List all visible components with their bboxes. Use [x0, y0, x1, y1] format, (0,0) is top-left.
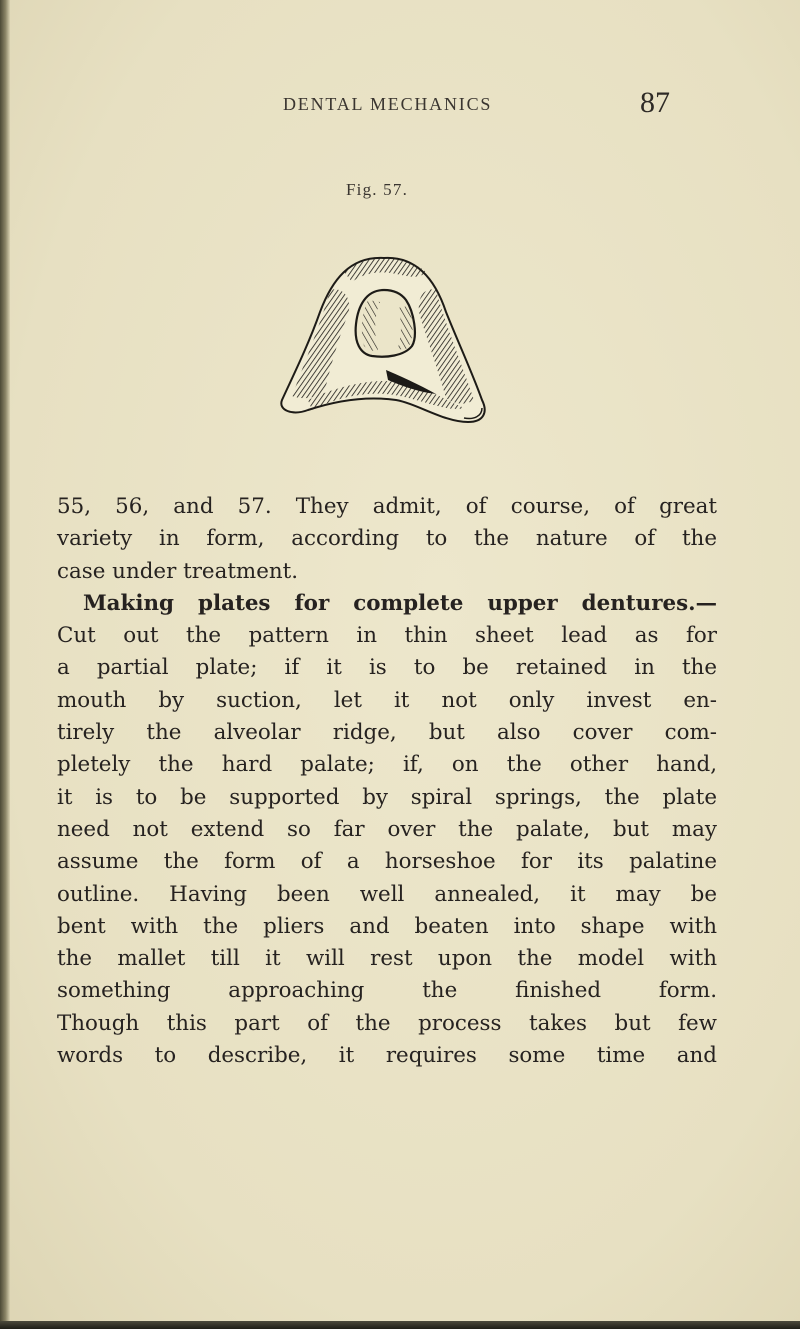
text-line: words to describe, it requires some time and	[57, 1043, 717, 1069]
page-bottom-edge	[0, 1321, 800, 1329]
text-line: mouth by suction, let it not only invest en-	[57, 687, 717, 713]
text-line: case under treatment.	[57, 558, 299, 584]
body-text	[57, 491, 717, 1072]
text-line: it is to be supported by spiral springs, the plate	[57, 784, 717, 810]
text-line: something approaching the finished form.	[57, 978, 717, 1004]
upper-plate-engraving	[268, 250, 500, 432]
page-number: 87	[640, 86, 670, 119]
text-line: a partial plate; if it is to be retained in the	[57, 655, 717, 681]
text-line: Though this part of the process takes but few	[57, 1010, 717, 1036]
text-line: tirely the alveolar ridge, but also cover com-	[57, 720, 717, 746]
text-line: need not extend so far over the palate, but may	[57, 816, 717, 842]
section-heading: Making plates for complete upper dentures.—	[83, 590, 717, 616]
text-line: variety in form, according to the nature of the	[57, 526, 717, 552]
text-line: Cut out the pattern in thin sheet lead as for	[57, 623, 717, 649]
text-line: bent with the pliers and beaten into shape with	[57, 913, 717, 939]
running-head-title: DENTAL MECHANICS	[283, 94, 493, 114]
dental-plate-illustration	[268, 250, 500, 432]
page-binding-edge	[0, 0, 10, 1329]
text-line: assume the form of a horseshoe for its palatine	[57, 849, 717, 875]
text-line: 55, 56, and 57. They admit, of course, of great	[57, 494, 717, 519]
figure-caption: Fig. 57.	[346, 180, 409, 199]
text-line: outline. Having been well annealed, it may be	[57, 881, 717, 907]
running-head	[0, 86, 800, 126]
text-line: the mallet till it will rest upon the model with	[57, 946, 717, 972]
text-line: pletely the hard palate; if, on the other hand,	[57, 752, 717, 778]
